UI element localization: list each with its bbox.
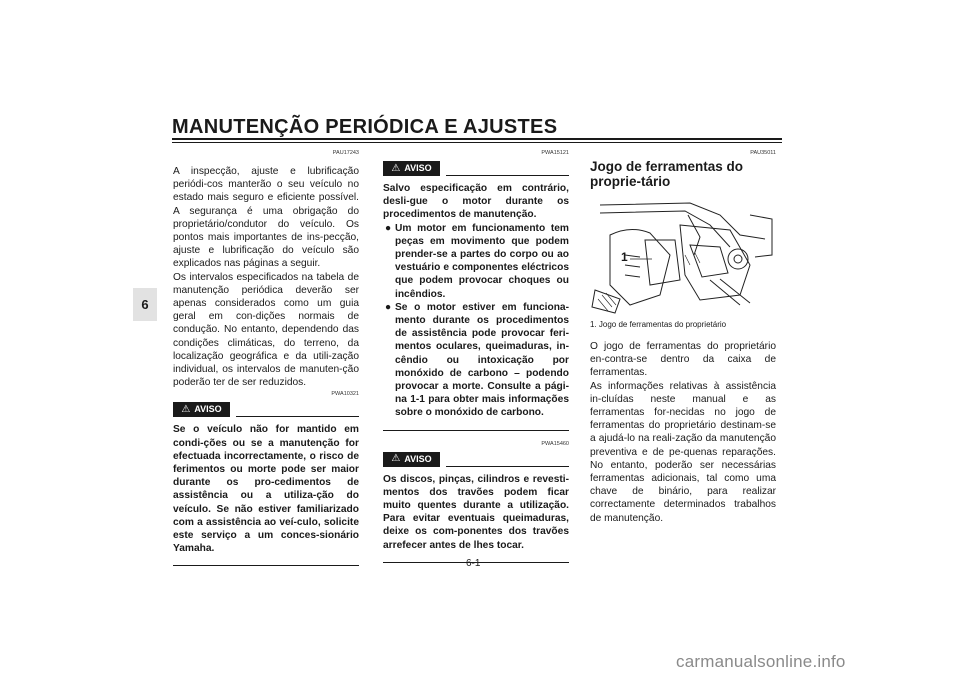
warning-triangle-icon: ⚠: [391, 453, 401, 465]
warning-intro: Salvo especificação em contrário, desli-gue o motor durante os procedimentos de manutenção.: [383, 183, 569, 221]
warning-rule: [446, 466, 569, 467]
motorcycle-toolkit-illustration: [590, 195, 776, 317]
column-2: [383, 150, 569, 563]
column-1: [173, 150, 359, 566]
body-paragraph-1: O jogo de ferramentas do proprietário en-contra-se dentro da caixa de ferramentas.: [590, 341, 776, 379]
figure-caption: 1. Jogo de ferramentas do proprietário: [590, 320, 727, 329]
page-number: 6-1: [466, 558, 481, 569]
section-title: Jogo de ferramentas do proprie-tário: [590, 159, 744, 189]
toolkit-figure: [590, 195, 776, 317]
warning-text: Os discos, pinças, cilindros e revesti-mentos dos travões podem ficar muito quentes durante a utilização. Para evitar eventuais queimaduras, deixe os com-ponentes dos travões arrefecer antes de lhes tocar.: [383, 473, 569, 551]
warning-code: PWA15121: [541, 150, 569, 156]
warning-end-rule: [383, 430, 569, 431]
warning-label: AVISO: [404, 162, 432, 173]
title-rule: [172, 138, 782, 140]
body-paragraph-2: As informações relativas à assistência in-cluídas neste manual e as ferramentas for-necidas no jogo de ferramentas do proprietário destinam-se a ajudá-lo na reali-zação da manutenção preventiva e de pe-quenas reparações. No entanto, poderão ser necessárias ferramentas adicionais, tal como uma chave de binário, para realizar correctamente determinados trabalhos de manutenção.: [590, 380, 776, 524]
warning-code: PWA15460: [541, 440, 569, 447]
intro-paragraph-2: Os intervalos especificados na tabela de manutenção periódica deverão ser apenas considerados como um guia geral em con-dições normais de condução. No entanto, dependendo das condições climáticas, do terreno, da localização geográfica e da utili-zação individual, os intervalos de manuten-ção poderão ter de ser reduzidos.: [173, 271, 359, 389]
warning-triangle-icon: ⚠: [181, 403, 191, 415]
warning-header: [383, 161, 569, 176]
warning-rule: [446, 175, 569, 176]
warning-badge: [383, 452, 440, 467]
bullet-text: Se o motor estiver em funciona-mento durante os procedimentos de assistência pode provocar feri-mentos oculares, queimaduras, in-cêndio ou intoxicação por monóxido de carbono – podendo provocar a morte. Consulte a pági-na 1-1 para obter mais informações sobre o monóxido de carbono.: [395, 301, 569, 419]
section-code: PAU35011: [750, 150, 776, 156]
figure-callout-1: 1: [621, 250, 628, 264]
bullet-icon: ●: [385, 222, 392, 234]
chapter-tab[interactable]: 6: [133, 288, 157, 321]
warning-label: AVISO: [194, 404, 222, 415]
bullet-text: Um motor em funcionamento tem peças em movimento que podem prender-se a partes do corpo ou ao vestuário e componentes eléctricos que podem provocar choques ou incêndios.: [395, 222, 569, 300]
warning-triangle-icon: ⚠: [391, 162, 401, 174]
title-rule-thin: [172, 142, 782, 143]
warning-header: [383, 452, 569, 467]
list-item: [383, 222, 569, 301]
watermark: carmanualsonline.info: [676, 652, 846, 671]
intro-paragraph-1: A inspecção, ajuste e lubrificação periódi-cos manterão o seu veículo no estado mais seguro e eficiente possível. A segurança é uma obrigação do proprietário/condutor do veículo. Os pontos mais importantes de ins-pecção, ajuste e lubrificação do veículo são explicados nas páginas a seguir.: [173, 166, 359, 270]
section-code: PAU17243: [332, 150, 359, 156]
warning-bullet-list: [383, 222, 569, 420]
warning-code: PWA10321: [331, 391, 359, 398]
warning-rule: [236, 416, 359, 417]
column-3: [590, 150, 776, 525]
warning-header: [173, 402, 359, 417]
warning-label: AVISO: [404, 453, 432, 464]
warning-badge: [173, 402, 230, 417]
bullet-icon: ●: [385, 301, 392, 313]
warning-text: Se o veículo não for mantido em condi-ções ou se a manutenção for efectuada incorrectamente, o risco de ferimentos ou morte pode ser maior durante os pro-cedimentos de assistência ou a utiliza-ção do veículo. Se não estiver familiarizado com a assistência ao veí-culo, solicite este serviço a um conces-sionário Yamaha.: [173, 424, 359, 555]
list-item: [383, 301, 569, 420]
page-title: MANUTENÇÃO PERIÓDICA E AJUSTES: [172, 116, 558, 138]
warning-end-rule: [173, 565, 359, 566]
warning-badge: [383, 161, 440, 176]
